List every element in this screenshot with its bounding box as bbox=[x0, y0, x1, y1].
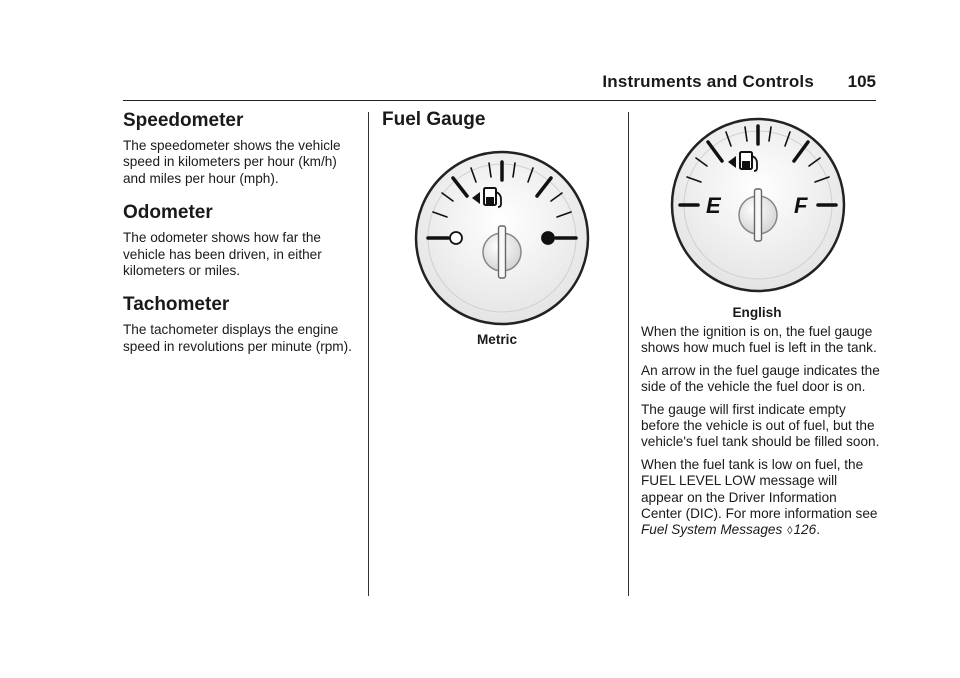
cross-reference-icon: ◊ bbox=[787, 525, 793, 538]
tachometer-text: The tachometer displays the engine speed in revolutions per minute (rpm). bbox=[123, 322, 352, 354]
speedometer-text: The speedometer shows the vehicle speed in kilometers per hour (km/h) and miles per hour (mph). bbox=[123, 138, 341, 186]
fuel-system-messages-link[interactable]: Fuel System Messages bbox=[641, 522, 783, 538]
fuel-gauge-paragraph-4-text: When the fuel tank is low on fuel, the FUEL LEVEL LOW message will appear on the Driver Information Center (DIC). For more information see bbox=[641, 456, 878, 522]
gauge-needle bbox=[499, 226, 506, 278]
column-divider-2 bbox=[628, 112, 629, 596]
metric-caption: Metric bbox=[476, 332, 518, 347]
sentence-end: . bbox=[816, 522, 820, 538]
section-title: Instruments and Controls bbox=[602, 72, 814, 91]
tachometer-heading: Tachometer bbox=[123, 294, 230, 316]
column-divider-1 bbox=[368, 112, 369, 596]
fuel-gauge-paragraph-2: An arrow in the fuel gauge indicates the side of the vehicle the fuel door is on. bbox=[641, 362, 880, 395]
column-middle bbox=[382, 108, 612, 347]
column-left bbox=[123, 108, 358, 355]
gauge-needle bbox=[755, 189, 762, 241]
cross-reference-page[interactable]: 126 bbox=[793, 522, 817, 538]
odometer-heading: Odometer bbox=[123, 202, 213, 224]
page-number: 105 bbox=[847, 72, 876, 91]
fuel-gauge-heading: Fuel Gauge bbox=[382, 109, 486, 130]
metric-fuel-gauge-illustration bbox=[412, 148, 592, 328]
fuel-gauge-paragraph-3: The gauge will first indicate empty before the vehicle is out of fuel, but the vehicle's fuel tank should be filled soon. bbox=[641, 401, 880, 450]
full-marker-icon bbox=[542, 232, 554, 244]
english-fuel-gauge-illustration bbox=[668, 115, 848, 295]
english-caption: English bbox=[732, 305, 782, 320]
page-header bbox=[123, 70, 876, 101]
column-right bbox=[641, 108, 881, 540]
fuel-gauge-paragraph-1: When the ignition is on, the fuel gauge shows how much fuel is left in the tank. bbox=[641, 324, 877, 356]
odometer-text: The odometer shows how far the vehicle has been driven, in either kilometers or miles. bbox=[123, 230, 322, 279]
empty-label: E bbox=[706, 193, 721, 218]
full-label: F bbox=[794, 193, 808, 218]
empty-marker-icon bbox=[450, 232, 462, 244]
speedometer-heading: Speedometer bbox=[123, 110, 244, 131]
fuel-gauge-paragraph-4 bbox=[641, 457, 881, 540]
